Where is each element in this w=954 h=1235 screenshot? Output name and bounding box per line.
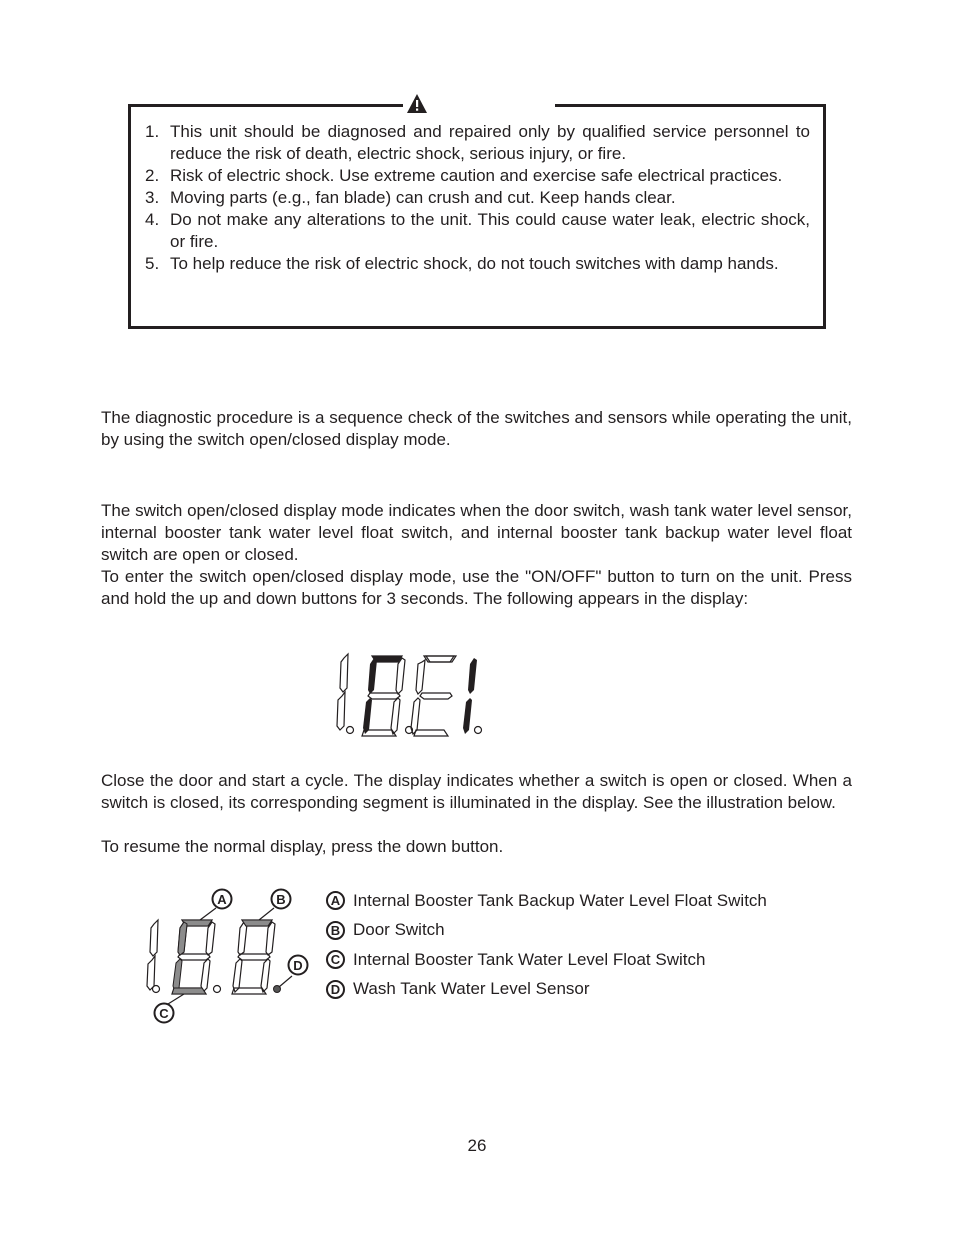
segment-outline xyxy=(368,693,400,699)
segment-outline xyxy=(150,920,158,956)
legend-letter-badge: A xyxy=(326,891,345,910)
segment-outline xyxy=(201,959,210,992)
legend-text: Door Switch xyxy=(353,920,445,940)
callout-line-c xyxy=(168,994,184,1004)
warning-item: 1. This unit should be diagnosed and repaired only by qualified service personnel to reduce the risk of death, electric shock, serious injury, or fire. xyxy=(145,122,810,163)
resume-paragraph: To resume the normal display, press the down button. xyxy=(101,837,504,856)
segment-shaded xyxy=(178,922,187,955)
segment-lit xyxy=(468,658,477,694)
legend-text: Wash Tank Water Level Sensor xyxy=(353,979,590,999)
legend-item xyxy=(326,975,767,1005)
segment-outline xyxy=(232,988,266,994)
segment-shaded-c xyxy=(172,988,206,994)
segment-outline xyxy=(238,954,270,960)
display-illustration-mode xyxy=(330,650,490,738)
segment-outline xyxy=(238,922,247,955)
segment-outline xyxy=(414,730,448,736)
warning-box xyxy=(128,104,826,329)
segment-outline xyxy=(178,954,210,960)
switch-status-paragraph: Close the door and start a cycle. The display indicates whether a switch is open or closed. When a switch is closed, its corresponding segment is illuminated in the display. See the illustration below. xyxy=(101,771,852,812)
callout-line-d xyxy=(279,976,292,987)
intro-paragraph: The diagnostic procedure is a sequence check of the switches and sensors while operating the unit, by using the switch open/closed display mode. xyxy=(101,408,852,449)
dot-outline xyxy=(214,986,221,993)
segment-outline xyxy=(340,654,348,692)
page-number: 26 xyxy=(467,1136,487,1155)
segment-outline xyxy=(147,956,155,990)
segment-outline xyxy=(416,660,425,694)
segment-shaded-b xyxy=(242,920,272,926)
dot-outline xyxy=(475,727,482,734)
segment-lit xyxy=(368,658,377,694)
mode-description-paragraph: The switch open/closed display mode indicates when the door switch, wash tank water level sensor, internal booster tank water level float switch, and internal booster tank backup water level float switch are open or closed. xyxy=(101,501,852,564)
segment-outline xyxy=(391,698,400,734)
segment-outline xyxy=(396,658,405,694)
legend-text: Internal Booster Tank Water Level Float Switch xyxy=(353,949,706,969)
warning-item: 4. Do not make any alterations to the unit. This could cause water leak, electric shock, or fire. xyxy=(145,210,810,251)
dot-outline xyxy=(153,986,160,993)
segment-lit xyxy=(463,698,472,734)
legend-text: Internal Booster Tank Backup Water Level Float Switch xyxy=(353,890,767,910)
callout-label-b: B xyxy=(276,892,286,907)
callout-line-a xyxy=(200,908,216,920)
callout-label-a: A xyxy=(217,892,227,907)
warning-triangle-icon xyxy=(406,93,428,115)
segment-outline xyxy=(206,922,215,955)
legend-item xyxy=(326,916,767,946)
segment-outline xyxy=(233,959,242,992)
warning-item: 5. To help reduce the risk of electric shock, do not touch switches with damp hands. xyxy=(145,254,779,273)
legend-item xyxy=(326,945,767,975)
segment-outline xyxy=(261,959,270,992)
legend-item xyxy=(326,886,767,916)
warning-item: 3. Moving parts (e.g., fan blade) can crush and cut. Keep hands clear. xyxy=(145,188,676,207)
display-illustration-switches xyxy=(138,882,318,1028)
segment-outline xyxy=(337,692,345,730)
segment-shaded xyxy=(173,959,182,992)
warning-list xyxy=(145,121,810,275)
callout-label-d: D xyxy=(293,958,303,973)
legend-letter-badge: D xyxy=(326,980,345,999)
enter-mode-paragraph: To enter the switch open/closed display mode, use the "ON/OFF" button to turn on the unit. Press and hold the up and down buttons for 3 seconds. The following appears in the display: xyxy=(101,567,852,608)
dot-outline xyxy=(347,727,354,734)
legend-letter-badge: C xyxy=(326,950,345,969)
legend-letter-badge: B xyxy=(326,921,345,940)
segment-outline xyxy=(420,693,452,699)
warning-item: 2. Risk of electric shock. Use extreme caution and exercise safe electrical practices. xyxy=(145,166,783,185)
callout-label-c: C xyxy=(159,1006,169,1021)
segment-outline xyxy=(266,922,275,955)
callout-line-b xyxy=(259,908,274,920)
switch-legend xyxy=(326,886,767,1004)
segment-lit xyxy=(363,698,372,734)
